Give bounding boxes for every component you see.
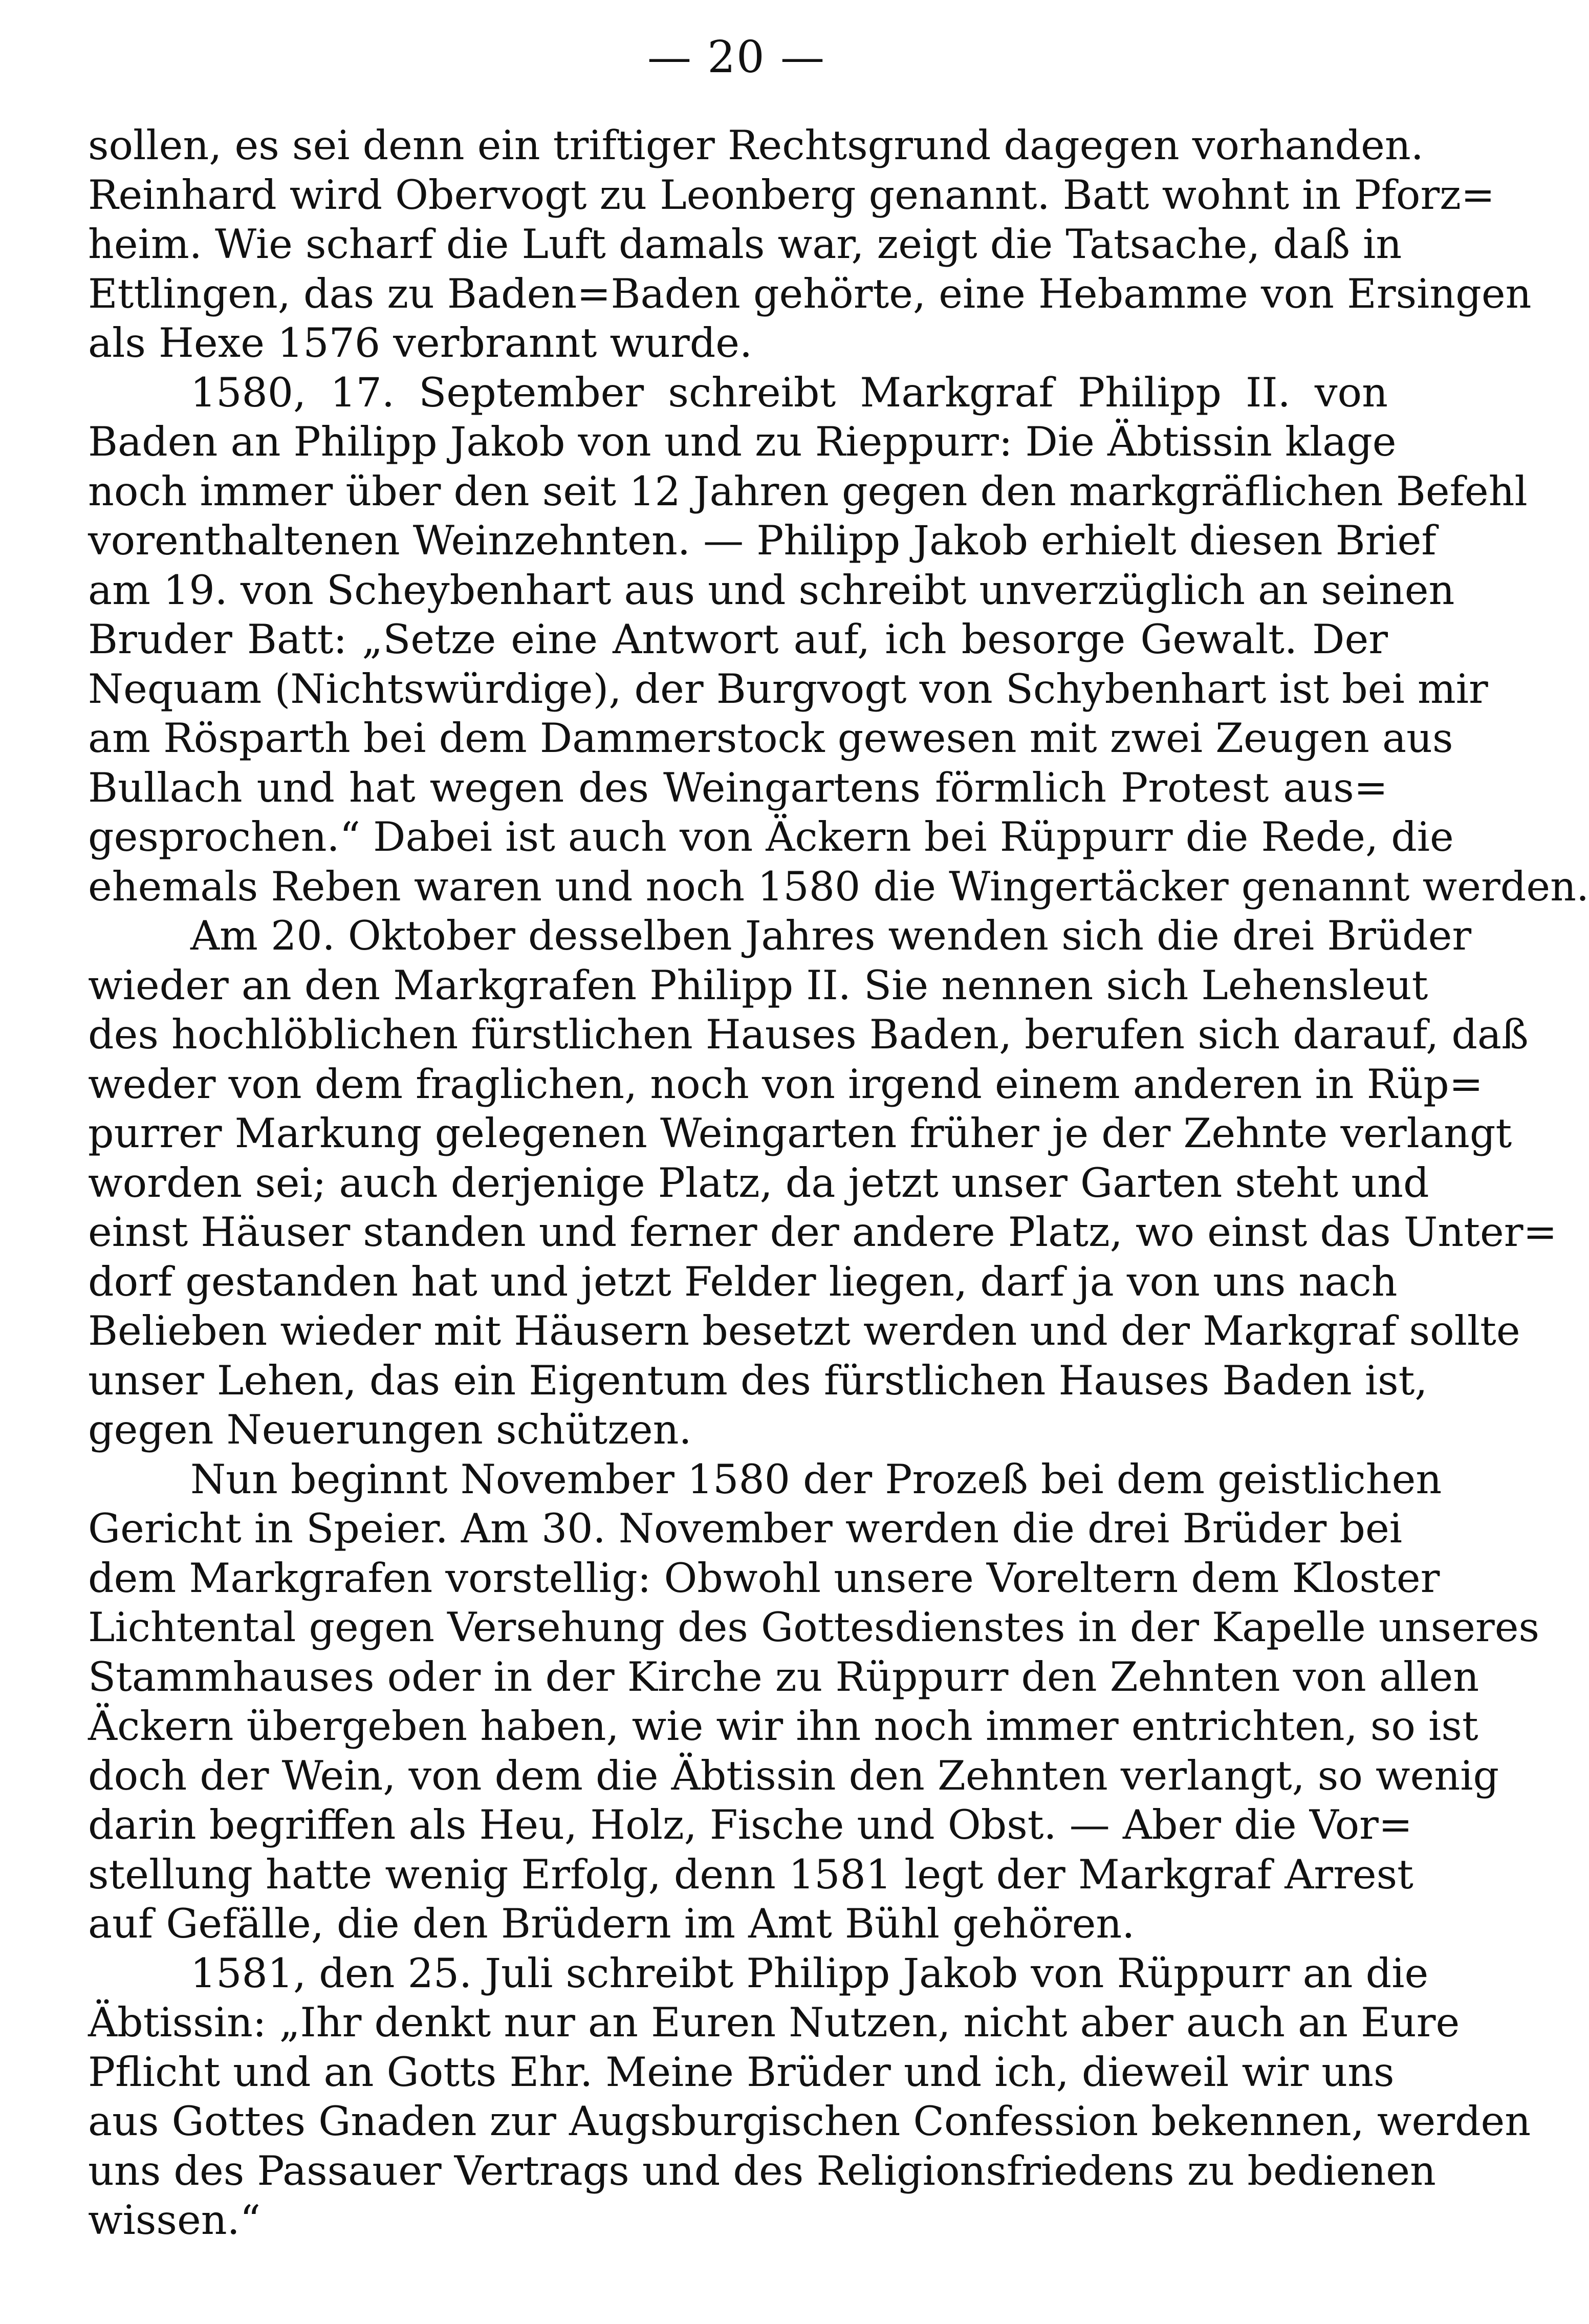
body-text [88,121,1589,2245]
text-line: darin begriffen als Heu, Holz, Fische und Obst. — Aber die Vor= [88,1801,1413,1848]
text-line: Reinhard wird Obervogt zu Leonberg genannt. Batt wohnt in Pforz= [88,171,1495,219]
text-line: wissen.“ [88,2197,261,2244]
text-line: unser Lehen, das ein Eigentum des fürstlichen Hauses Baden ist, [88,1357,1428,1404]
text-line: Ettlingen, das zu Baden=Baden gehörte, eine Hebamme von Ersingen [88,270,1532,317]
text-line: dorf gestanden hat und jetzt Felder liegen, darf ja von uns nach [88,1258,1398,1305]
text-line: noch immer über den seit 12 Jahren gegen den markgräflichen Befehl [88,467,1528,515]
text-line: Lichtental gegen Versehung des Gottesdienstes in der Kapelle unseres [88,1604,1540,1651]
text-line: Bullach und hat wegen des Weingartens förmlich Protest aus= [88,764,1388,811]
text-line: am 19. von Scheybenhart aus und schreibt unverzüglich an seinen [88,566,1455,614]
text-line: Belieben wieder mit Häusern besetzt werden und der Markgraf sollte [88,1307,1520,1354]
text-line: sollen, es sei denn ein triftiger Rechtsgrund dagegen vorhanden. [88,122,1424,169]
text-line: Gericht in Speier. Am 30. November werden die drei Brüder bei [88,1505,1403,1552]
text-line: gesprochen.“ Dabei ist auch von Äckern bei Rüppurr die Rede, die [88,813,1454,860]
text-line: Baden an Philipp Jakob von und zu Rieppurr: Die Äbtissin klage [88,418,1397,465]
text-line: 1581, den 25. Juli schreibt Philipp Jakob von Rüppurr an die [190,1949,1429,1997]
text-line: Äckern übergeben haben, wie wir ihn noch immer entrichten, so ist [88,1703,1478,1750]
text-line: Stammhauses oder in der Kirche zu Rüppurr den Zehnten von allen [88,1653,1479,1701]
text-line: ehemals Reben waren und noch 1580 die Wingertäcker genannt werden. [88,863,1589,910]
text-line: einst Häuser standen und ferner der andere Platz, wo einst das Unter= [88,1209,1557,1256]
text-line: als Hexe 1576 verbrannt wurde. [88,319,753,367]
text-line: Pflicht und an Gotts Ehr. Meine Brüder und ich, dieweil wir uns [88,2048,1395,2096]
text-line: Äbtissin: „Ihr denkt nur an Euren Nutzen, nicht aber auch an Eure [88,1999,1460,2046]
text-line: stellung hatte wenig Erfolg, denn 1581 legt der Markgraf Arrest [88,1850,1413,1898]
text-line: aus Gottes Gnaden zur Augsburgischen Confession bekennen, werden [88,2098,1531,2145]
text-line: wieder an den Markgrafen Philipp II. Sie nennen sich Lehensleut [88,961,1428,1009]
text-line: Nun beginnt November 1580 der Prozeß bei dem geistlichen [190,1455,1442,1503]
page-number: — 20 — [647,32,826,83]
text-line: des hochlöblichen fürstlichen Hauses Baden, berufen sich darauf, daß [88,1011,1529,1058]
text-line: vorenthaltenen Weinzehnten. — Philipp Jakob erhielt diesen Brief [88,517,1436,564]
text-line: 1580, 17. September schreibt Markgraf Philipp II. von [190,369,1388,416]
text-line: purrer Markung gelegenen Weingarten früher je der Zehnte verlangt [88,1110,1512,1157]
text-line: heim. Wie scharf die Luft damals war, zeigt die Tatsache, daß in [88,221,1402,268]
text-line: Nequam (Nichtswürdige), der Burgvogt von Schybenhart ist bei mir [88,665,1488,713]
text-line: auf Gefälle, die den Brüdern im Amt Bühl gehören. [88,1900,1135,1947]
text-line: Am 20. Oktober desselben Jahres wenden sich die drei Brüder [190,912,1472,959]
text-line: uns des Passauer Vertrags und des Religionsfriedens zu bedienen [88,2147,1436,2194]
text-line: weder von dem fraglichen, noch von irgend einem anderen in Rüp= [88,1060,1483,1108]
text-line: gegen Neuerungen schützen. [88,1406,692,1453]
text-line: Bruder Batt: „Setze eine Antwort auf, ich besorge Gewalt. Der [88,616,1388,663]
text-line: dem Markgrafen vorstellig: Obwohl unsere Voreltern dem Kloster [88,1554,1440,1602]
text-line: worden sei; auch derjenige Platz, da jetzt unser Garten steht und [88,1159,1429,1207]
text-line: am Rösparth bei dem Dammerstock gewesen mit zwei Zeugen aus [88,715,1453,762]
text-line: doch der Wein, von dem die Äbtissin den Zehnten verlangt, so wenig [88,1752,1499,1799]
